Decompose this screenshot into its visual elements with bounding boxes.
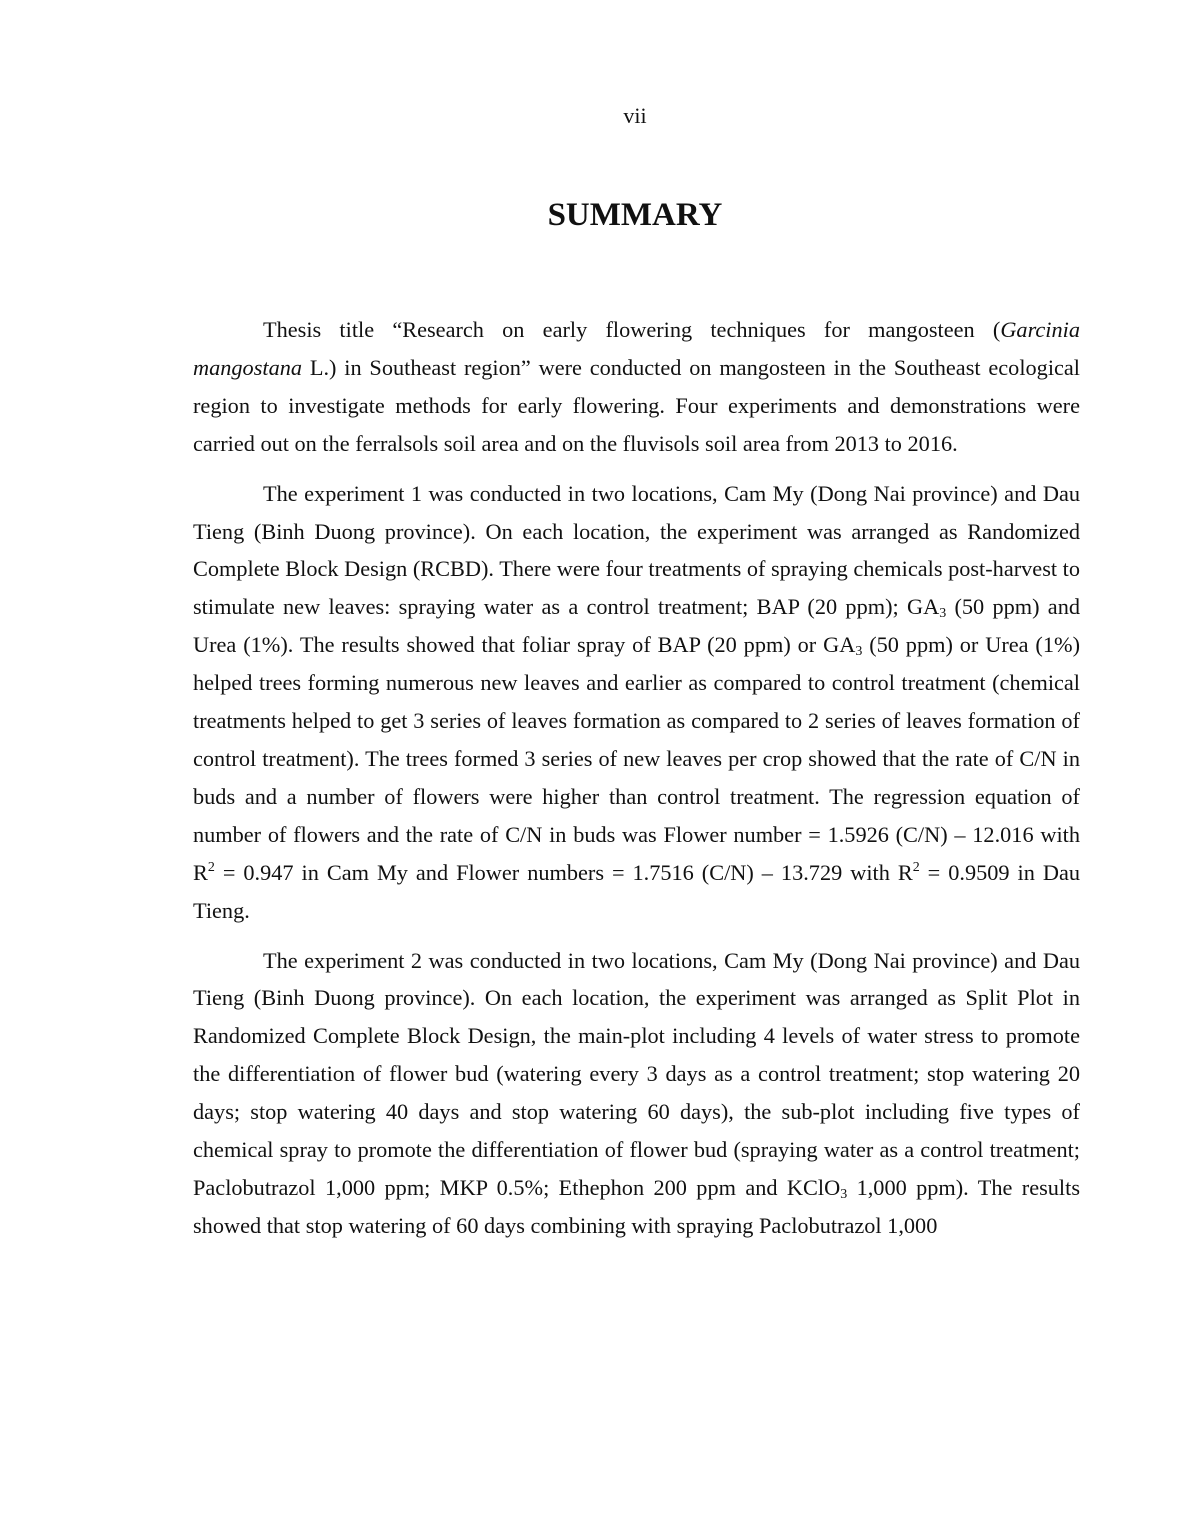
superscript: 2 [912, 859, 920, 875]
text-segment: Thesis title “Research on early flowering techniques for mangosteen ( [263, 317, 1001, 342]
subscript: 3 [855, 644, 863, 660]
text-segment: L.) in Southeast region” were conducted on mangosteen in the Southeast ecological region to investigate methods for early flowering. Four experiments and demonstrations were carried out on the ferralsols soil area and on the fluvisols soil area from 2013 to 2016. [193, 354, 1080, 456]
page-title: SUMMARY [547, 197, 723, 233]
subscript: 3 [939, 606, 947, 622]
text-segment: = 0.947 in Cam My and Flower numbers = 1.7516 (C/N) – 13.729 with R [214, 859, 913, 885]
text-segment: (50 ppm) or Urea (1%) helped trees forming numerous new leaves and earlier as compared to control treatment (chemical treatments helped to get 3 series of leaves formation as compared to 2 series of leaves formation of control treatment). The trees formed 3 series of new leaves per crop showed that the rate of C/N in buds and a number of flowers were higher than control treatment. The regression equation of number of flowers and the rate of C/N in buds was Flower number = 1.5926 (C/N) – 12.016 with R [193, 632, 1081, 885]
paragraph-thesis-title [193, 311, 1080, 463]
text-segment: (50 ppm) and Urea (1%). The results showed that foliar spray of BAP (20 ppm) or GA [193, 594, 1081, 658]
paragraph-experiment-2 [193, 942, 1080, 1245]
text-segment: The experiment 1 was conducted in two locations, Cam My (Dong Nai province) and Dau Tieng (Binh Duong province). On each location, the experiment was arranged as Randomized Complete Block Design (RCBD). There were four treatments of spraying chemicals post-harvest to stimulate new leaves: spraying water as a control treatment; BAP (20 ppm); GA [193, 480, 1080, 620]
text-segment: The experiment 2 was conducted in two locations, Cam My (Dong Nai province) and Dau Tieng (Binh Duong province). On each location, the experiment was arranged as Split Plot in Randomized Complete Block Design, the main-plot including 4 levels of water stress to promote the differentiation of flower bud (watering every 3 days as a control treatment; stop watering 20 days; stop watering 40 days and stop watering 60 days), the sub-plot including five types of chemical spray to promote the differentiation of flower bud (spraying water as a control treatment; Paclobutrazol 1,000 ppm; MKP 0.5%; Ethephon 200 ppm and KClO [193, 947, 1080, 1200]
paragraph-experiment-1 [193, 475, 1080, 930]
text-segment: 1,000 ppm). The results showed that stop watering of 60 days combining with spraying Paclobutrazol 1,000 [193, 1174, 1080, 1238]
species-name-italic: Garcinia mangostana [193, 317, 1080, 380]
summary-body [193, 311, 1080, 1257]
superscript: 2 [207, 859, 215, 875]
text-segment: = 0.9509 in Dau Tieng. [193, 859, 1080, 923]
subscript: 3 [840, 1186, 848, 1202]
page-number: vii [623, 103, 647, 128]
